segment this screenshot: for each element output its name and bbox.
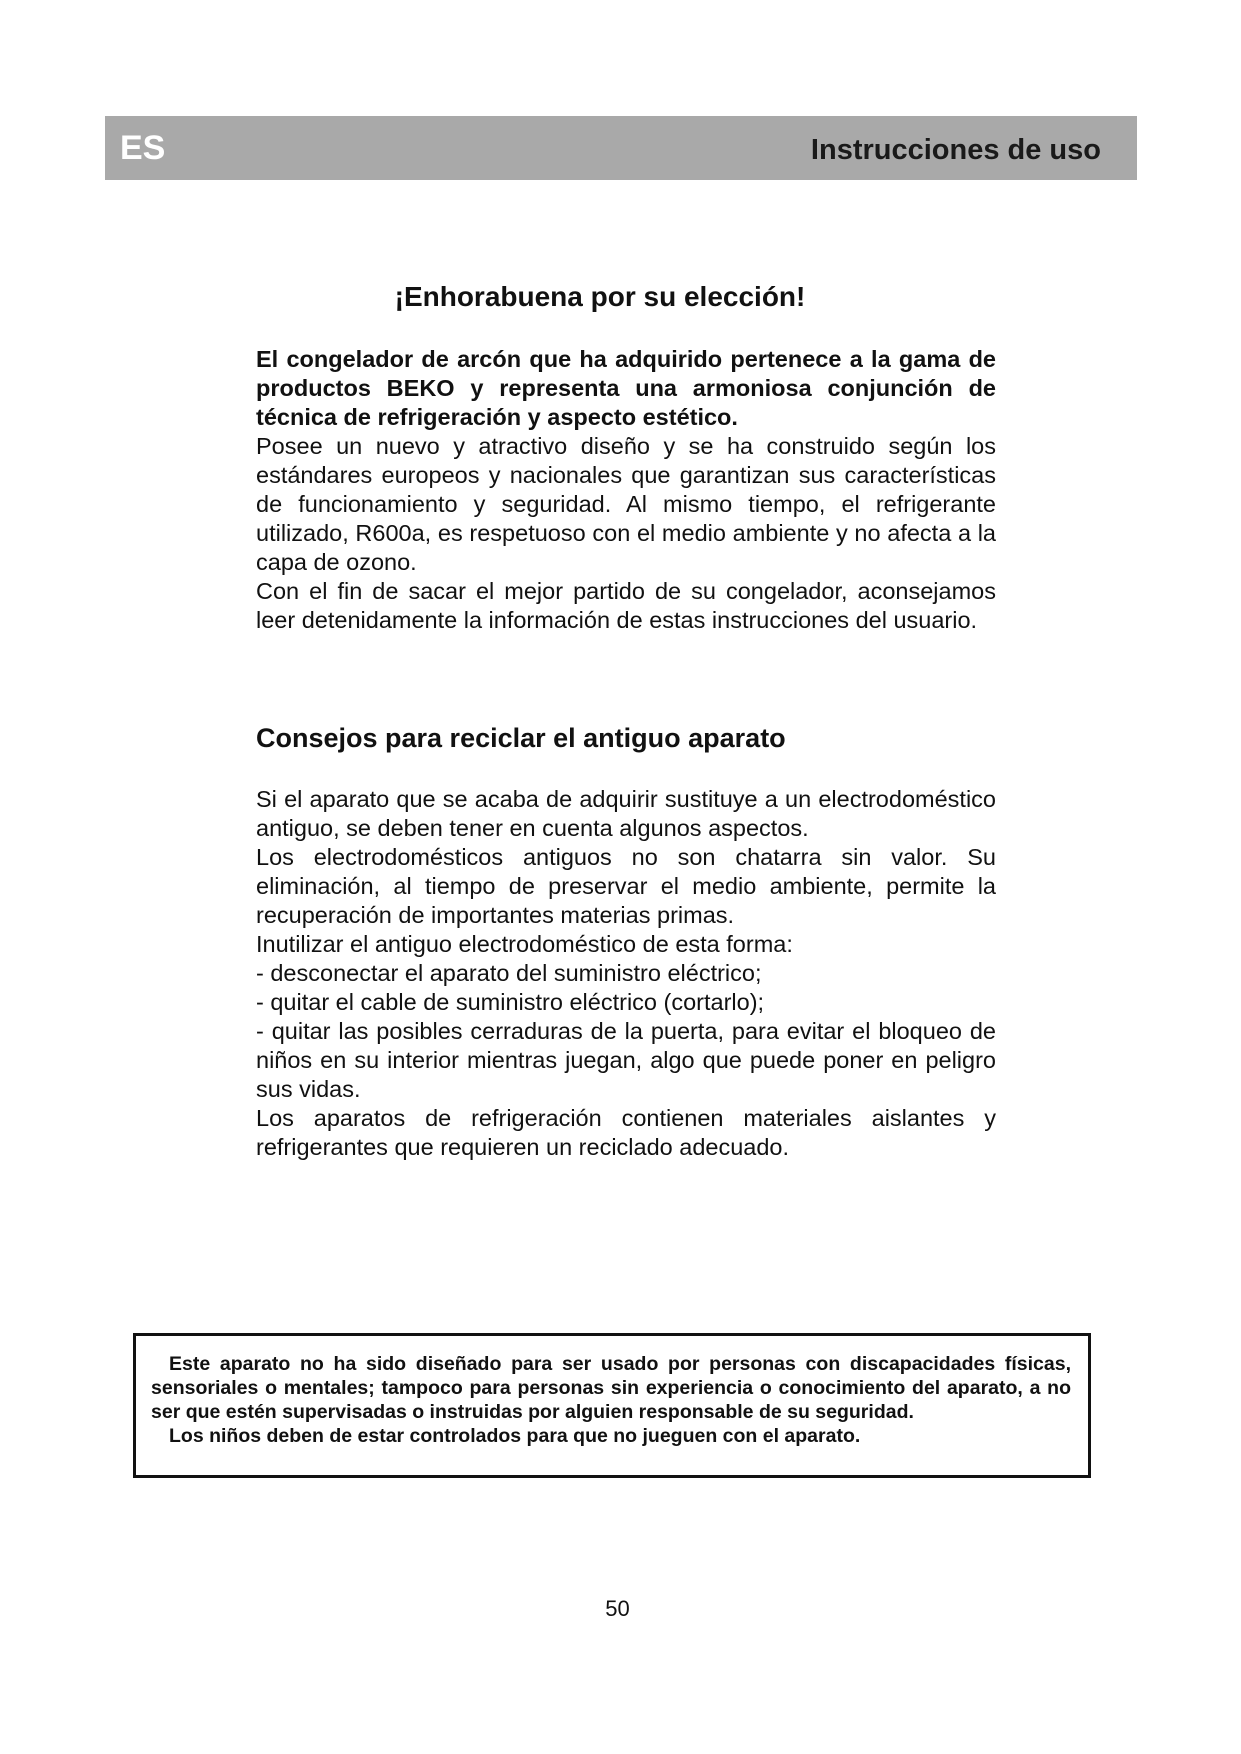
intro-lead: El congelador de arcón que ha adquirido pertenece a la gama de productos BEKO y representa una armoniosa conjunción de técnica de refrigeración y aspecto estético. [256,346,996,430]
intro-paragraph: Con el fin de sacar el mejor partido de su congelador, aconsejamos leer detenidamente la información de estas instrucciones del usuario. [256,578,996,633]
recycle-paragraph: Los aparatos de refrigeración contienen materiales aislantes y refrigerantes que requieren un reciclado adecuado. [256,1105,996,1160]
language-code: ES [120,129,166,167]
warning-paragraph: Este aparato no ha sido diseñado para ser usado por personas con discapacidades físicas, sensoriales o mentales; tampoco para personas sin experiencia o conocimiento del aparato, a no ser que estén supervisadas o instruidas por alguien responsable de su seguridad. [151,1353,1071,1423]
warning-paragraph: Los niños deben de estar controlados para que no jueguen con el aparato. [169,1425,861,1447]
recycle-paragraph: Los electrodomésticos antiguos no son chatarra sin valor. Su eliminación, al tiempo de preservar el medio ambiente, permite la recuperación de importantes materias primas. [256,844,996,928]
header-title: Instrucciones de uso [810,134,1101,166]
page-number: 50 [605,1596,630,1621]
recycle-paragraph: Inutilizar el antiguo electrodoméstico de esta forma: [256,931,793,957]
recycle-section [256,785,996,1162]
recycle-paragraph: Si el aparato que se acaba de adquirir sustituye a un electrodoméstico antiguo, se deben tener en cuenta algunos aspectos. [256,786,996,841]
intro-paragraph: Posee un nuevo y atractivo diseño y se ha construido según los estándares europeos y nacionales que garantizan sus características de funcionamiento y seguridad. Al mismo tiempo, el refrigerante utilizado, R600a, es respetuoso con el medio ambiente y no afecta a la capa de ozono. [256,433,996,575]
recycle-step: - desconectar el aparato del suministro eléctrico; [256,960,762,986]
safety-warning-box [133,1333,1091,1478]
recycle-step: - quitar las posibles cerraduras de la puerta, para evitar el bloqueo de niños en su interior mientras juegan, algo que puede poner en peligro sus vidas. [256,1018,996,1102]
recycle-step: - quitar el cable de suministro eléctrico (cortarlo); [256,989,765,1015]
header-bar [105,116,1137,180]
intro-section [256,345,996,635]
page-title: ¡Enhorabuena por su elección! [394,281,806,312]
recycle-section-title: Consejos para reciclar el antiguo aparato [256,723,786,753]
